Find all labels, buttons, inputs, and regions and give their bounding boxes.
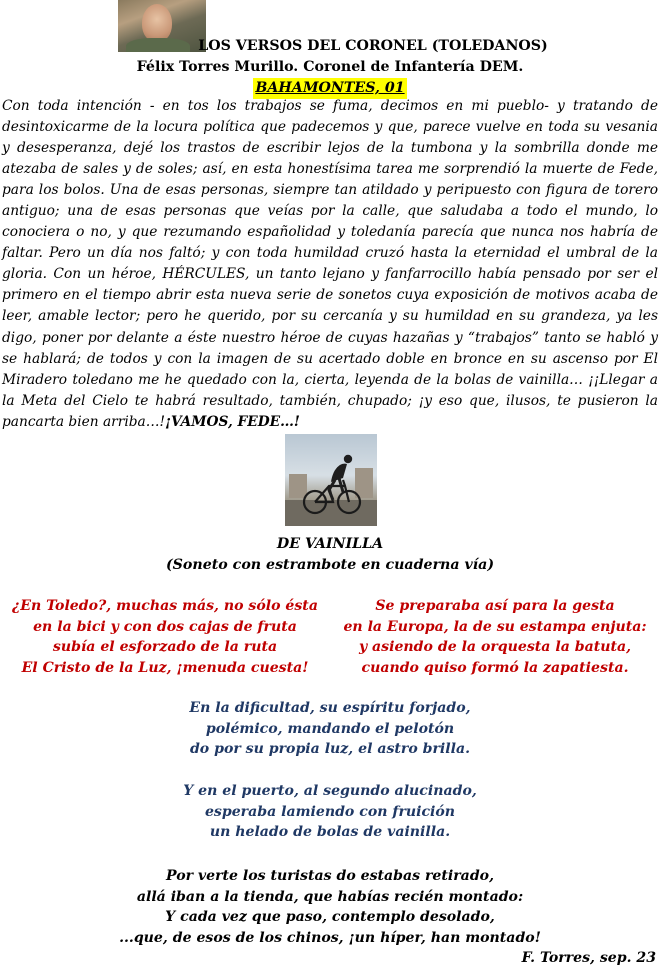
- verse-line: cuando quiso formó la zapatiesta.: [361, 659, 629, 676]
- document-header: [0, 36, 660, 99]
- cyclist-statue-photo: [285, 434, 377, 526]
- verse-line: ...que, de esos de los chinos, ¡un híper, han montado!: [119, 929, 541, 946]
- quatrain-1: [0, 596, 330, 678]
- verse-line: en la bici y con dos cajas de fruta: [33, 618, 297, 635]
- series-title: LOS VERSOS DEL CORONEL (TOLEDANOS): [198, 38, 548, 54]
- verse-line: esperaba lamiendo con fruición: [204, 803, 456, 820]
- verse-line: En la dificultad, su espíritu forjado,: [189, 700, 471, 716]
- poem-subtitle: (Soneto con estrambote en cuaderna vía): [165, 557, 495, 573]
- tercet-2: [0, 781, 660, 843]
- verse-line: Y cada vez que paso, contemplo desolado,: [165, 909, 495, 925]
- intro-prose: [2, 96, 658, 433]
- verse-line: ¿En Toledo?, muchas más, no sólo ésta: [12, 598, 318, 614]
- tercet-1: [0, 698, 660, 760]
- verse-line: Se preparaba así para la gesta: [375, 598, 615, 614]
- intro-closing: ¡VAMOS, FEDE…!: [165, 413, 300, 430]
- verse-line: El Cristo de la Luz, ¡menuda cuesta!: [21, 659, 309, 676]
- verse-line: Por verte los turistas do estabas retirado,: [166, 868, 494, 884]
- estrambote: [0, 866, 660, 948]
- verse-line: un helado de bolas de vainilla.: [209, 824, 451, 840]
- verse-line: y asiendo de la orquesta la batuta,: [358, 639, 632, 655]
- verse-line: subía el esforzado de la ruta: [52, 639, 278, 655]
- verse-line: Y en el puerto, al segundo alucinado,: [183, 783, 477, 799]
- verse-line: en la Europa, la de su estampa enjuta:: [343, 618, 647, 635]
- verse-line: polémico, mandando el pelotón: [205, 720, 455, 737]
- quatrain-2: [330, 596, 660, 678]
- verse-line: do por su propia luz, el astro brilla.: [189, 741, 471, 757]
- section-title: BAHAMONTES, 01: [253, 78, 406, 99]
- intro-text: Con toda intención - en tos los trabajos se fuma, decimos en mi pueblo- y tratando de desintoxicarme de la locura política que padecemos y que, parece vuelve en toda su vesania y desesperanza, dejé los trastos de escribir lejos de la tumbona y la sombrilla donde me atezaba de sales y de soles; así, en esta honestísima tarea me sorprendió la muerte de Fede, para los bolos. Una de esas personas, siempre tan atildado y peripuesto con figura de torero antiguo; una de esas personas que veías por la calle, que saludaba a todo el mundo, lo conociera o no, y que rezumando españolidad y toledanía parecía que nunca nos habría de faltar. Pero un día nos faltó; y con toda humildad cruzó hasta la eternidad el umbral de la gloria. Con un héroe, HÉRCULES, un tanto lejano y fanfarrocillo había pensado por ser el primero en el tiempo abrir esta nueva serie de sonetos cuya exposición de motivos acaba de leer, amable lector; pero he querido, por su cercanía y su humildad en su grandeza, ya les digo, poner por delante a éste nuestro héroe de cuyas hazañas y “trabajos” tanto se habló y se hablará; de todos y con la imagen de su acertado doble en bronce en su ascenso por El Miradero toledano me he quedado con la, cierta, leyenda de la bolas de vainilla… ¡¡Llegar a la Meta del Cielo te habrá resultado, también, chupado; ¡y eso que, ilusos, te pusieron la pancarta bien arriba…!: [2, 98, 658, 430]
- author-line: Félix Torres Murillo. Coronel de Infantería DEM.: [136, 59, 524, 75]
- cyclist-icon: [285, 434, 377, 526]
- verse-line: allá iban a la tienda, que habías recién montado:: [136, 888, 524, 905]
- signature: F. Torres, sep. 23: [521, 950, 656, 966]
- poem-title: DE VAINILLA: [276, 536, 384, 552]
